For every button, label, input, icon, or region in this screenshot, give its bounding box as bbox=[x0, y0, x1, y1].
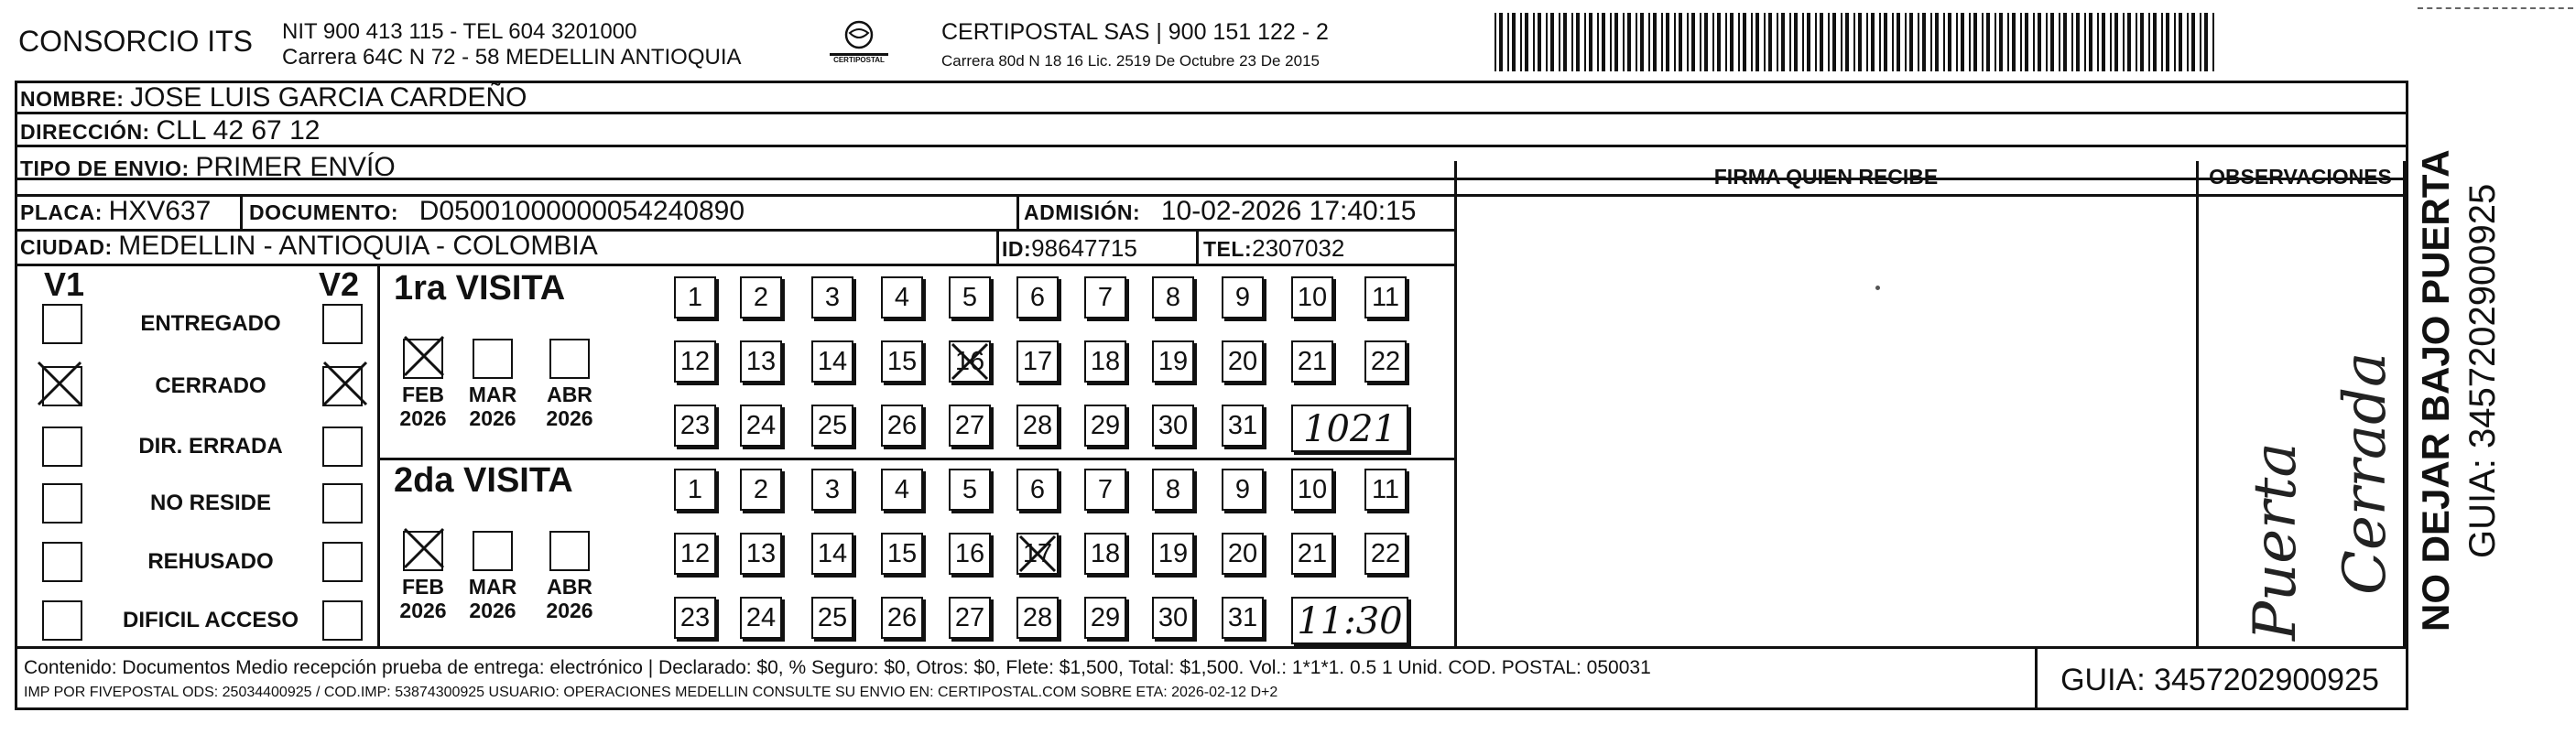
barcode-bar bbox=[2161, 13, 2163, 71]
day-box[interactable]: 4 bbox=[881, 469, 923, 511]
month-label bbox=[463, 575, 522, 622]
day-box[interactable]: 30 bbox=[1152, 405, 1194, 447]
barcode-bar bbox=[1648, 13, 1650, 71]
check-mark-icon bbox=[1018, 534, 1057, 573]
barcode-bar bbox=[2166, 13, 2169, 71]
nombre-value: JOSE LUIS GARCIA CARDEÑO bbox=[130, 82, 527, 113]
tipo-envio-row bbox=[20, 154, 396, 183]
barcode-bar bbox=[2187, 13, 2189, 71]
barcode-bar bbox=[1627, 13, 1631, 71]
month-label bbox=[540, 575, 599, 622]
status-checkbox-v1[interactable] bbox=[42, 600, 82, 641]
check-mark-icon bbox=[403, 335, 445, 377]
barcode-bar bbox=[2136, 13, 2137, 71]
placa-value: HXV637 bbox=[108, 196, 212, 226]
day-box[interactable]: 20 bbox=[1222, 340, 1264, 383]
status-checkbox-v2[interactable] bbox=[322, 542, 363, 582]
day-box[interactable]: 21 bbox=[1291, 533, 1333, 575]
handwritten-note-cerrada: Cerrada bbox=[2331, 351, 2399, 595]
direccion-value: CLL 42 67 12 bbox=[156, 115, 321, 146]
day-box[interactable]: 31 bbox=[1222, 405, 1264, 447]
barcode-bar bbox=[1781, 13, 1785, 71]
status-checkbox-v1[interactable] bbox=[42, 304, 82, 344]
status-label: NO RESIDE bbox=[149, 491, 272, 515]
firma-header: FIRMA QUIEN RECIBE bbox=[1713, 165, 1939, 189]
status-checkbox-v1[interactable] bbox=[42, 483, 82, 524]
barcode-bar bbox=[1614, 13, 1618, 71]
barcode-bar bbox=[1704, 13, 1708, 71]
barcode-bar bbox=[1969, 13, 1971, 71]
barcode-bar bbox=[1602, 13, 1605, 71]
day-box[interactable]: 9 bbox=[1222, 276, 1264, 319]
barcode-bar bbox=[1730, 13, 1734, 71]
barcode-bar bbox=[2046, 13, 2048, 71]
no-dejar-bajo-puerta: NO DEJAR BAJO PUERTA bbox=[2414, 149, 2457, 632]
row-divider bbox=[15, 145, 2408, 147]
day-box[interactable]: 22 bbox=[1364, 533, 1407, 575]
status-label: DIR. ERRADA bbox=[138, 434, 283, 459]
status-label: REHUSADO bbox=[147, 549, 274, 574]
barcode-bar bbox=[1815, 13, 1817, 71]
barcode-bar bbox=[1533, 13, 1535, 71]
month-label bbox=[540, 383, 599, 430]
month-year: 2026 bbox=[399, 406, 447, 430]
footer-contenido: Contenido: Documentos Medio recepción prueba de entrega: electrónico | Declarado: $0, % Seguro: $0, Otros: $0, Flete: $1,500, Total: $1,500. Vol.: 1*1*1. 0.5 1 Unid. COD. POSTAL: 050031 bbox=[24, 657, 1651, 678]
day-box[interactable]: 8 bbox=[1152, 276, 1194, 319]
col-divider bbox=[377, 264, 380, 646]
barcode-bar bbox=[1623, 13, 1625, 71]
status-label: ENTREGADO bbox=[140, 311, 281, 336]
status-checkbox-v2[interactable] bbox=[322, 483, 363, 524]
carrier-license: Carrera 80d N 18 16 Lic. 2519 De Octubre 23 De 2015 bbox=[941, 52, 1320, 70]
day-box[interactable]: 24 bbox=[740, 405, 782, 447]
day-box[interactable]: 6 bbox=[1016, 276, 1059, 319]
day-box[interactable]: 28 bbox=[1016, 405, 1059, 447]
barcode-bar bbox=[2212, 13, 2214, 71]
day-box[interactable]: 1 bbox=[674, 276, 716, 319]
col-divider bbox=[2196, 161, 2199, 646]
check-mark-icon bbox=[37, 361, 82, 406]
day-box[interactable]: 27 bbox=[949, 405, 991, 447]
barcode-bar bbox=[1520, 13, 1522, 71]
day-box[interactable]: 18 bbox=[1084, 340, 1126, 383]
footer-guia: GUIA: 3457202900925 bbox=[2060, 663, 2379, 697]
day-box[interactable]: 9 bbox=[1222, 469, 1264, 511]
day-box[interactable]: 20 bbox=[1222, 533, 1264, 575]
status-checkbox-v2[interactable] bbox=[322, 426, 363, 467]
barcode-bar bbox=[1892, 13, 1894, 71]
carrier-logo bbox=[822, 16, 896, 68]
day-box[interactable]: 7 bbox=[1084, 469, 1126, 511]
barcode-bar bbox=[2127, 13, 2131, 71]
day-box[interactable]: 17 bbox=[1016, 340, 1059, 383]
barcode-bar bbox=[1725, 13, 1727, 71]
day-box[interactable]: 27 bbox=[949, 597, 991, 639]
barcode-bar bbox=[2179, 13, 2182, 71]
day-box[interactable]: 14 bbox=[811, 340, 853, 383]
check-mark-icon bbox=[951, 342, 989, 381]
barcode-bar bbox=[2071, 13, 2073, 71]
barcode bbox=[1495, 13, 2218, 71]
month-checkbox[interactable] bbox=[549, 339, 590, 379]
day-box[interactable]: 13 bbox=[740, 340, 782, 383]
month-checkbox[interactable] bbox=[473, 531, 513, 571]
barcode-bar bbox=[1538, 13, 1541, 71]
visit-time-box[interactable]: 1021 bbox=[1291, 405, 1408, 452]
barcode-bar bbox=[2123, 13, 2125, 71]
barcode-bar bbox=[2033, 13, 2035, 71]
handwritten-note-puerta: Puerta bbox=[2242, 442, 2310, 641]
day-box[interactable]: 24 bbox=[740, 597, 782, 639]
carrier-name: CERTIPOSTAL SAS | 900 151 122 - 2 bbox=[941, 19, 1329, 45]
barcode-bar bbox=[1571, 13, 1573, 71]
barcode-bar bbox=[2025, 13, 2028, 71]
barcode-bar bbox=[2089, 13, 2092, 71]
barcode-bar bbox=[1691, 13, 1695, 71]
barcode-bar bbox=[1512, 13, 1516, 71]
day-box[interactable]: 29 bbox=[1084, 405, 1126, 447]
month-label bbox=[394, 383, 452, 430]
placa-cell bbox=[20, 198, 211, 227]
id-cell bbox=[1002, 234, 1137, 264]
barcode-bar bbox=[1755, 13, 1759, 71]
barcode-bar bbox=[2140, 13, 2144, 71]
day-box[interactable]: 19 bbox=[1152, 340, 1194, 383]
barcode-bar bbox=[1712, 13, 1714, 71]
barcode-bar bbox=[1918, 13, 1919, 71]
barcode-bar bbox=[1700, 13, 1701, 71]
barcode-bar bbox=[2097, 13, 2099, 71]
day-box[interactable]: 3 bbox=[811, 469, 853, 511]
status-label: CERRADO bbox=[155, 373, 266, 398]
barcode-bar bbox=[1807, 13, 1810, 71]
v2-header: V2 bbox=[319, 265, 360, 303]
barcode-bar bbox=[1777, 13, 1778, 71]
tel-cell bbox=[1203, 234, 1344, 264]
barcode-bar bbox=[2038, 13, 2041, 71]
barcode-bar bbox=[1674, 13, 1676, 71]
barcode-bar bbox=[1717, 13, 1721, 71]
ciudad-label: CIUDAD: bbox=[20, 235, 113, 259]
day-box[interactable]: 10 bbox=[1291, 276, 1333, 319]
status-label: DIFICIL ACCESO bbox=[122, 608, 299, 632]
col-divider bbox=[1016, 194, 1019, 229]
barcode-bar bbox=[1794, 13, 1798, 71]
ciudad-cell bbox=[20, 232, 598, 262]
barcode-bar bbox=[1884, 13, 1887, 71]
barcode-bar bbox=[1525, 13, 1528, 71]
day-box[interactable]: 18 bbox=[1084, 533, 1126, 575]
row-divider bbox=[1456, 194, 2408, 197]
day-box[interactable]: 10 bbox=[1291, 469, 1333, 511]
month-year: 2026 bbox=[399, 599, 447, 622]
barcode-bar bbox=[1636, 13, 1637, 71]
barcode-bar bbox=[2200, 13, 2201, 71]
day-box[interactable]: 26 bbox=[881, 405, 923, 447]
barcode-bar bbox=[2076, 13, 2080, 71]
day-box[interactable]: 7 bbox=[1084, 276, 1126, 319]
check-mark-icon bbox=[322, 361, 368, 406]
day-box[interactable]: 11 bbox=[1364, 469, 1407, 511]
barcode-bar bbox=[1751, 13, 1753, 71]
day-box[interactable]: 23 bbox=[674, 405, 716, 447]
barcode-bar bbox=[2204, 13, 2208, 71]
day-box[interactable]: 14 bbox=[811, 533, 853, 575]
documento-cell bbox=[249, 198, 745, 227]
day-box[interactable]: 5 bbox=[949, 469, 991, 511]
barcode-bar bbox=[1738, 13, 1740, 71]
barcode-bar bbox=[1973, 13, 1977, 71]
barcode-bar bbox=[1871, 13, 1875, 71]
row-divider bbox=[15, 264, 1456, 266]
month-name: MAR bbox=[468, 383, 517, 406]
barcode-bar bbox=[2084, 13, 2086, 71]
barcode-bar bbox=[1640, 13, 1644, 71]
status-checkbox-v1[interactable] bbox=[42, 426, 82, 467]
day-box[interactable]: 12 bbox=[674, 340, 716, 383]
barcode-bar bbox=[1897, 13, 1900, 71]
visit-title: 2da VISITA bbox=[394, 461, 573, 500]
month-name: FEB bbox=[402, 575, 444, 599]
barcode-bar bbox=[1866, 13, 1868, 71]
barcode-bar bbox=[1935, 13, 1939, 71]
direccion-row bbox=[20, 117, 320, 146]
barcode-bar bbox=[1687, 13, 1689, 71]
barcode-bar bbox=[1666, 13, 1669, 71]
month-year: 2026 bbox=[546, 599, 593, 622]
day-box[interactable]: 23 bbox=[674, 597, 716, 639]
day-box[interactable]: 19 bbox=[1152, 533, 1194, 575]
documento-value: D05001000000054240890 bbox=[418, 196, 745, 226]
day-box[interactable]: 22 bbox=[1364, 340, 1407, 383]
barcode-bar bbox=[1546, 13, 1548, 71]
admision-cell bbox=[1024, 198, 1416, 227]
row-divider bbox=[15, 646, 2408, 649]
day-box[interactable]: 15 bbox=[881, 533, 923, 575]
barcode-bar bbox=[1930, 13, 1932, 71]
month-year: 2026 bbox=[469, 599, 516, 622]
day-box[interactable]: 21 bbox=[1291, 340, 1333, 383]
barcode-bar bbox=[1653, 13, 1657, 71]
footer-imp: IMP POR FIVEPOSTAL ODS: 25034400925 / COD.IMP: 53874300925 USUARIO: OPERACIONES MEDELLIN CONSULTE SU ENVIO EN: CERTIPOSTAL.COM SOBRE ETA: 2026-02-12 D+2 bbox=[24, 685, 1278, 700]
col-divider bbox=[240, 194, 243, 229]
v1-header: V1 bbox=[44, 265, 85, 303]
tipo-envio-value: PRIMER ENVÍO bbox=[195, 152, 396, 182]
barcode-bar bbox=[2102, 13, 2105, 71]
id-value: 98647715 bbox=[1031, 234, 1137, 262]
day-box[interactable]: 2 bbox=[740, 469, 782, 511]
sender-address: Carrera 64C N 72 - 58 MEDELLIN ANTIOQUIA bbox=[282, 45, 742, 70]
nombre-label: NOMBRE: bbox=[20, 87, 125, 111]
barcode-bar bbox=[2110, 13, 2112, 71]
placa-label: PLACA: bbox=[20, 200, 103, 224]
day-box[interactable]: 31 bbox=[1222, 597, 1264, 639]
day-box[interactable]: 13 bbox=[740, 533, 782, 575]
direccion-label: DIRECCIÓN: bbox=[20, 120, 150, 144]
barcode-bar bbox=[1768, 13, 1772, 71]
month-name: MAR bbox=[468, 575, 517, 599]
barcode-bar bbox=[1576, 13, 1580, 71]
visit-time-box[interactable]: 11:30 bbox=[1291, 597, 1408, 644]
side-guia: GUIA: 3457202900925 bbox=[2462, 183, 2503, 558]
status-checkbox-v2[interactable] bbox=[322, 304, 363, 344]
barcode-bar bbox=[1956, 13, 1958, 71]
visit-title: 1ra VISITA bbox=[394, 269, 566, 308]
barcode-bar bbox=[1610, 13, 1612, 71]
barcode-bar bbox=[1905, 13, 1907, 71]
nombre-row bbox=[20, 84, 527, 113]
day-box[interactable]: 11 bbox=[1364, 276, 1407, 319]
barcode-bar bbox=[1961, 13, 1964, 71]
month-checkbox[interactable] bbox=[473, 339, 513, 379]
carrier-logo-text: CERTIPOSTAL bbox=[833, 56, 885, 64]
barcode-bar bbox=[1661, 13, 1663, 71]
barcode-bar bbox=[1922, 13, 1926, 71]
barcode-bar bbox=[2174, 13, 2176, 71]
barcode-bar bbox=[1986, 13, 1990, 71]
admision-label: ADMISIÓN: bbox=[1024, 200, 1141, 224]
ciudad-value: MEDELLIN - ANTIOQUIA - COLOMBIA bbox=[118, 231, 598, 261]
barcode-bar bbox=[1563, 13, 1567, 71]
barcode-bar bbox=[2059, 13, 2060, 71]
barcode-bar bbox=[2191, 13, 2195, 71]
cut-line bbox=[2418, 7, 2573, 11]
barcode-bar bbox=[1495, 13, 1496, 71]
barcode-bar bbox=[1507, 13, 1509, 71]
day-box[interactable]: 25 bbox=[811, 597, 853, 639]
barcode-bar bbox=[1597, 13, 1599, 71]
tel-value: 2307032 bbox=[1252, 234, 1345, 262]
tel-label: TEL: bbox=[1203, 237, 1253, 261]
sender-nit-tel: NIT 900 413 115 - TEL 604 3201000 bbox=[282, 19, 637, 44]
barcode-bar bbox=[1948, 13, 1951, 71]
barcode-bar bbox=[1584, 13, 1586, 71]
tipo-envio-label: TIPO DE ENVIO: bbox=[20, 157, 190, 180]
day-box[interactable]: 5 bbox=[949, 276, 991, 319]
barcode-bar bbox=[1832, 13, 1836, 71]
barcode-bar bbox=[1853, 13, 1855, 71]
day-box[interactable]: 28 bbox=[1016, 597, 1059, 639]
day-box[interactable]: 17 bbox=[1016, 533, 1059, 575]
barcode-bar bbox=[1858, 13, 1862, 71]
barcode-bar bbox=[2050, 13, 2054, 71]
barcode-bar bbox=[1909, 13, 1913, 71]
barcode-bar bbox=[1499, 13, 1503, 71]
barcode-graphic bbox=[1495, 13, 2218, 71]
month-checkbox[interactable] bbox=[549, 531, 590, 571]
month-name: FEB bbox=[402, 383, 444, 406]
col-divider bbox=[1454, 161, 1457, 646]
barcode-bar bbox=[2012, 13, 2016, 71]
barcode-bar bbox=[1845, 13, 1849, 71]
day-box[interactable]: 25 bbox=[811, 405, 853, 447]
day-box[interactable]: 15 bbox=[881, 340, 923, 383]
month-name: ABR bbox=[547, 575, 592, 599]
signature-dot bbox=[1875, 286, 1880, 290]
month-name: ABR bbox=[547, 383, 592, 406]
day-box[interactable]: 30 bbox=[1152, 597, 1194, 639]
barcode-bar bbox=[1999, 13, 2003, 71]
month-label bbox=[463, 383, 522, 430]
barcode-bar bbox=[1828, 13, 1830, 71]
id-label: ID: bbox=[1002, 237, 1032, 261]
day-box[interactable]: 4 bbox=[881, 276, 923, 319]
barcode-bar bbox=[2153, 13, 2157, 71]
barcode-bar bbox=[2007, 13, 2009, 71]
day-box[interactable]: 26 bbox=[881, 597, 923, 639]
observaciones-header: OBSERVACIONES bbox=[2209, 165, 2392, 189]
col-divider bbox=[2035, 646, 2038, 710]
documento-label: DOCUMENTO: bbox=[249, 200, 399, 224]
admision-value: 10-02-2026 17:40:15 bbox=[1160, 196, 1417, 226]
barcode-bar bbox=[1982, 13, 1984, 71]
month-year: 2026 bbox=[469, 406, 516, 430]
day-box[interactable]: 3 bbox=[811, 276, 853, 319]
sender-company: CONSORCIO ITS bbox=[18, 25, 254, 58]
barcode-bar bbox=[1994, 13, 1996, 71]
status-checkbox-v2[interactable] bbox=[322, 600, 363, 641]
day-box[interactable]: 6 bbox=[1016, 469, 1059, 511]
day-box[interactable]: 12 bbox=[674, 533, 716, 575]
day-box[interactable]: 29 bbox=[1084, 597, 1126, 639]
month-year: 2026 bbox=[546, 406, 593, 430]
status-checkbox-v1[interactable] bbox=[42, 542, 82, 582]
barcode-bar bbox=[1764, 13, 1766, 71]
barcode-bar bbox=[2063, 13, 2067, 71]
col-divider bbox=[996, 229, 999, 264]
barcode-bar bbox=[2020, 13, 2022, 71]
barcode-bar bbox=[1550, 13, 1554, 71]
day-box[interactable]: 16 bbox=[949, 340, 991, 383]
day-box[interactable]: 1 bbox=[674, 469, 716, 511]
barcode-bar bbox=[1820, 13, 1823, 71]
barcode-bar bbox=[1789, 13, 1791, 71]
col-divider bbox=[1196, 229, 1199, 264]
barcode-bar bbox=[1679, 13, 1682, 71]
barcode-bar bbox=[1743, 13, 1746, 71]
day-box[interactable]: 16 bbox=[949, 533, 991, 575]
col-divider bbox=[2403, 161, 2406, 646]
check-mark-icon bbox=[403, 527, 445, 569]
barcode-bar bbox=[1943, 13, 1945, 71]
barcode-bar bbox=[1559, 13, 1560, 71]
barcode-bar bbox=[1589, 13, 1592, 71]
visit-divider bbox=[379, 458, 1456, 460]
barcode-bar bbox=[1841, 13, 1842, 71]
day-box[interactable]: 2 bbox=[740, 276, 782, 319]
barcode-bar bbox=[1879, 13, 1881, 71]
barcode-bar bbox=[2114, 13, 2118, 71]
day-box[interactable]: 8 bbox=[1152, 469, 1194, 511]
month-label bbox=[394, 575, 452, 622]
barcode-bar bbox=[2148, 13, 2150, 71]
barcode-bar bbox=[1802, 13, 1804, 71]
